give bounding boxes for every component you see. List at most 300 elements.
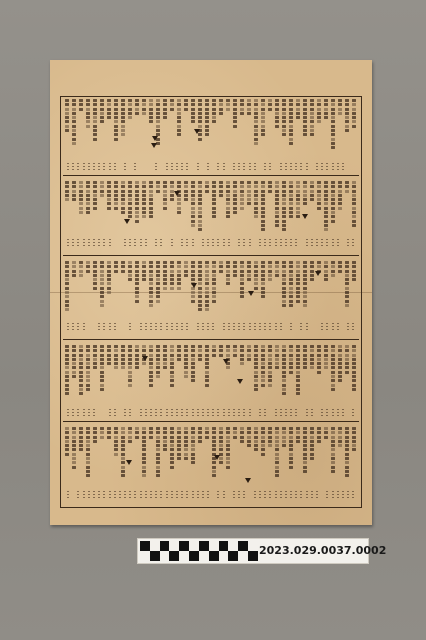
glyph-mark [156, 181, 160, 184]
glyph-mark [107, 282, 111, 285]
glyph-mark [156, 444, 160, 447]
glyph-mark [303, 116, 307, 119]
glyph-mark [121, 362, 125, 365]
glyph-mark [205, 345, 209, 348]
glyph-mark [65, 198, 69, 201]
number-glyph [306, 409, 308, 418]
glyph-mark [282, 431, 286, 434]
number-glyph [321, 239, 323, 248]
glyph-mark [233, 431, 237, 434]
number-glyph [269, 163, 271, 172]
glyph-mark [135, 366, 139, 369]
glyph-mark [170, 287, 174, 290]
glyph-mark [317, 108, 321, 111]
glyph-mark [247, 274, 251, 277]
glyph-mark [331, 202, 335, 205]
glyph-mark [107, 358, 111, 361]
glyph-mark [226, 366, 230, 369]
glyph-mark [247, 202, 251, 205]
glyph-mark [100, 300, 104, 303]
glyph-mark [177, 354, 181, 357]
text-column [86, 261, 91, 321]
glyph-mark [86, 384, 90, 387]
glyph-mark [191, 431, 195, 434]
glyph-mark [212, 181, 216, 184]
glyph-mark [79, 371, 83, 374]
glyph-mark [156, 362, 160, 365]
glyph-mark [303, 133, 307, 136]
glyph-mark [93, 349, 97, 352]
glyph-mark [310, 112, 314, 115]
text-column [310, 99, 315, 163]
glyph-mark [261, 270, 265, 273]
glyph-mark [128, 116, 132, 119]
text-column [345, 261, 350, 321]
glyph-mark [310, 431, 314, 434]
glyph-mark [289, 287, 293, 290]
glyph-mark [324, 362, 328, 365]
glyph-mark [331, 470, 335, 473]
text-column [72, 99, 77, 163]
glyph-mark [156, 261, 160, 264]
glyph-mark [121, 457, 125, 460]
glyph-mark [79, 354, 83, 357]
glyph-mark [191, 448, 195, 451]
glyph-mark [114, 99, 118, 102]
glyph-mark [184, 345, 188, 348]
text-column [310, 181, 315, 239]
glyph-mark [212, 448, 216, 451]
glyph-mark [107, 185, 111, 188]
glyph-mark [142, 112, 146, 115]
glyph-mark [282, 270, 286, 273]
text-column [79, 345, 84, 405]
glyph-mark [65, 345, 69, 348]
glyph-mark [163, 278, 167, 281]
glyph-mark [338, 371, 342, 374]
glyph-mark [135, 211, 139, 214]
glyph-mark [310, 457, 314, 460]
glyph-mark [212, 466, 216, 469]
text-column [205, 427, 210, 489]
glyph-mark [331, 375, 335, 378]
glyph-mark [65, 354, 69, 357]
glyph-mark [261, 108, 265, 111]
glyph-mark [219, 103, 223, 106]
glyph-mark [303, 198, 307, 201]
glyph-mark [121, 185, 125, 188]
number-glyph [280, 491, 282, 500]
glyph-mark [303, 300, 307, 303]
glyph-mark [184, 371, 188, 374]
text-column [268, 427, 273, 489]
glyph-mark [345, 265, 349, 268]
number-glyph [202, 323, 204, 332]
glyph-mark [254, 120, 258, 123]
glyph-mark [100, 362, 104, 365]
glyph-mark [163, 103, 167, 106]
number-glyph [150, 323, 152, 332]
glyph-mark [72, 366, 76, 369]
number-glyph [342, 491, 344, 500]
triangle-marker-icon [151, 143, 157, 148]
glyph-mark [65, 448, 69, 451]
text-column [303, 261, 308, 321]
number-glyph [150, 491, 152, 500]
glyph-mark [177, 444, 181, 447]
number-glyph [166, 409, 168, 418]
glyph-mark [128, 211, 132, 214]
text-column [226, 99, 231, 163]
glyph-mark [289, 291, 293, 294]
text-column [107, 427, 112, 489]
glyph-mark [121, 474, 125, 477]
glyph-mark [121, 354, 125, 357]
number-glyph [88, 409, 90, 418]
glyph-mark [310, 181, 314, 184]
text-column [331, 99, 336, 163]
number-glyph [280, 409, 282, 418]
glyph-mark [268, 362, 272, 365]
glyph-mark [86, 125, 90, 128]
text-column [303, 181, 308, 239]
number-glyph [259, 491, 261, 500]
glyph-mark [107, 265, 111, 268]
glyph-mark [338, 207, 342, 210]
glyph-mark [310, 436, 314, 439]
glyph-mark [72, 362, 76, 365]
glyph-mark [296, 215, 300, 218]
number-glyph [342, 163, 344, 172]
glyph-mark [289, 466, 293, 469]
glyph-mark [296, 362, 300, 365]
glyph-mark [296, 198, 300, 201]
glyph-mark [338, 265, 342, 268]
glyph-mark [191, 427, 195, 430]
glyph-mark [142, 470, 146, 473]
number-glyph [290, 163, 292, 172]
glyph-mark [352, 108, 356, 111]
number-glyph [337, 239, 339, 248]
glyph-mark [310, 274, 314, 277]
glyph-mark [128, 358, 132, 361]
glyph-mark [212, 211, 216, 214]
glyph-mark [128, 270, 132, 273]
glyph-mark [324, 99, 328, 102]
text-column [268, 261, 273, 321]
text-column [226, 181, 231, 239]
glyph-mark [135, 261, 139, 264]
text-column [352, 181, 357, 239]
number-row [67, 239, 355, 249]
glyph-mark [226, 274, 230, 277]
number-glyph [285, 409, 287, 418]
glyph-mark [352, 278, 356, 281]
glyph-mark [72, 181, 76, 184]
number-glyph [228, 323, 230, 332]
glyph-mark [93, 436, 97, 439]
glyph-mark [254, 194, 258, 197]
number-glyph [285, 491, 287, 500]
glyph-mark [114, 120, 118, 123]
glyph-mark [128, 265, 132, 268]
glyph-mark [324, 116, 328, 119]
glyph-mark [65, 291, 69, 294]
glyph-mark [79, 202, 83, 205]
glyph-mark [233, 198, 237, 201]
number-glyph [77, 409, 79, 418]
glyph-mark [226, 108, 230, 111]
glyph-mark [177, 358, 181, 361]
glyph-mark [324, 349, 328, 352]
glyph-mark [261, 120, 265, 123]
glyph-mark [72, 371, 76, 374]
glyph-mark [282, 291, 286, 294]
glyph-mark [128, 99, 132, 102]
glyph-mark [170, 354, 174, 357]
glyph-mark [345, 129, 349, 132]
glyph-mark [226, 349, 230, 352]
glyph-mark [114, 354, 118, 357]
text-column [114, 427, 119, 489]
text-column [289, 345, 294, 405]
number-glyph [217, 409, 219, 418]
glyph-mark [121, 207, 125, 210]
glyph-mark [219, 108, 223, 111]
glyph-mark [177, 261, 181, 264]
glyph-mark [331, 358, 335, 361]
glyph-mark [352, 211, 356, 214]
glyph-mark [149, 291, 153, 294]
text-column [198, 427, 203, 489]
glyph-mark [121, 358, 125, 361]
glyph-mark [261, 444, 265, 447]
glyph-mark [345, 440, 349, 443]
glyph-mark [212, 440, 216, 443]
glyph-mark [352, 120, 356, 123]
glyph-mark [345, 349, 349, 352]
glyph-mark [100, 287, 104, 290]
glyph-mark [86, 270, 90, 273]
glyph-mark [310, 358, 314, 361]
glyph-mark [149, 287, 153, 290]
glyph-mark [240, 270, 244, 273]
text-column [198, 181, 203, 239]
glyph-mark [86, 466, 90, 469]
glyph-mark [163, 282, 167, 285]
glyph-mark [254, 388, 258, 391]
glyph-mark [177, 274, 181, 277]
glyph-mark [72, 108, 76, 111]
number-glyph [290, 491, 292, 500]
glyph-mark [240, 354, 244, 357]
glyph-mark [296, 270, 300, 273]
glyph-mark [86, 185, 90, 188]
glyph-mark [156, 345, 160, 348]
glyph-mark [219, 345, 223, 348]
text-column [289, 181, 294, 239]
glyph-mark [219, 448, 223, 451]
scale-square [209, 541, 219, 551]
glyph-mark [135, 108, 139, 111]
glyph-mark [282, 345, 286, 348]
text-column [170, 345, 175, 405]
glyph-mark [93, 207, 97, 210]
glyph-mark [93, 125, 97, 128]
glyph-mark [107, 116, 111, 119]
glyph-mark [352, 354, 356, 357]
glyph-mark [163, 99, 167, 102]
number-glyph [129, 409, 131, 418]
glyph-mark [296, 211, 300, 214]
glyph-mark [289, 108, 293, 111]
glyph-mark [247, 358, 251, 361]
text-column [331, 181, 336, 239]
glyph-mark [142, 207, 146, 210]
glyph-mark [184, 108, 188, 111]
text-column [247, 345, 252, 405]
glyph-mark [296, 274, 300, 277]
glyph-mark [79, 265, 83, 268]
glyph-mark [93, 366, 97, 369]
glyph-mark [324, 345, 328, 348]
glyph-mark [114, 265, 118, 268]
glyph-mark [65, 190, 69, 193]
glyph-mark [142, 194, 146, 197]
glyph-mark [261, 194, 265, 197]
glyph-mark [100, 274, 104, 277]
glyph-mark [275, 345, 279, 348]
glyph-mark [149, 261, 153, 264]
glyph-mark [142, 431, 146, 434]
glyph-mark [261, 362, 265, 365]
glyph-mark [289, 211, 293, 214]
glyph-mark [93, 261, 97, 264]
scale-square [199, 541, 209, 551]
glyph-mark [65, 392, 69, 395]
number-glyph [88, 163, 90, 172]
glyph-mark [226, 211, 230, 214]
glyph-mark [142, 345, 146, 348]
glyph-mark [261, 112, 265, 115]
glyph-mark [191, 444, 195, 447]
text-column [170, 427, 175, 489]
number-glyph [166, 323, 168, 332]
glyph-mark [296, 108, 300, 111]
glyph-mark [135, 358, 139, 361]
glyph-mark [317, 116, 321, 119]
text-column [324, 345, 329, 405]
text-column [345, 181, 350, 239]
glyph-mark [275, 99, 279, 102]
glyph-mark [86, 190, 90, 193]
number-glyph [326, 491, 328, 500]
number-glyph [249, 239, 251, 248]
glyph-mark [177, 349, 181, 352]
section-divider [63, 421, 359, 422]
glyph-mark [324, 215, 328, 218]
number-glyph [285, 163, 287, 172]
text-column [317, 345, 322, 405]
number-glyph [197, 163, 199, 172]
glyph-mark [289, 366, 293, 369]
glyph-mark [247, 345, 251, 348]
glyph-mark [205, 108, 209, 111]
glyph-mark [65, 388, 69, 391]
glyph-mark [240, 436, 244, 439]
glyph-mark [184, 198, 188, 201]
glyph-mark [128, 198, 132, 201]
glyph-mark [345, 371, 349, 374]
glyph-mark [226, 190, 230, 193]
glyph-mark [205, 265, 209, 268]
number-glyph [181, 163, 183, 172]
glyph-mark [142, 108, 146, 111]
glyph-mark [275, 448, 279, 451]
number-glyph [306, 491, 308, 500]
glyph-mark [198, 436, 202, 439]
number-glyph [129, 323, 131, 332]
glyph-mark [114, 190, 118, 193]
glyph-mark [240, 278, 244, 281]
glyph-mark [345, 466, 349, 469]
glyph-mark [261, 431, 265, 434]
glyph-mark [261, 436, 265, 439]
text-column [219, 261, 224, 321]
glyph-mark [226, 278, 230, 281]
glyph-mark [331, 431, 335, 434]
glyph-mark [114, 366, 118, 369]
number-glyph [321, 409, 323, 418]
number-glyph [160, 491, 162, 500]
glyph-mark [156, 431, 160, 434]
glyph-mark [72, 358, 76, 361]
glyph-mark [275, 202, 279, 205]
text-column [135, 345, 140, 405]
glyph-mark [191, 371, 195, 374]
number-glyph [249, 323, 251, 332]
glyph-mark [233, 211, 237, 214]
glyph-mark [275, 215, 279, 218]
glyph-mark [107, 345, 111, 348]
glyph-mark [205, 431, 209, 434]
glyph-mark [191, 181, 195, 184]
glyph-mark [184, 194, 188, 197]
text-column [142, 181, 147, 239]
glyph-mark [156, 354, 160, 357]
glyph-mark [184, 431, 188, 434]
glyph-mark [205, 274, 209, 277]
text-column [86, 427, 91, 489]
glyph-mark [296, 112, 300, 115]
glyph-mark [100, 190, 104, 193]
scale-square [189, 551, 199, 561]
number-row [67, 409, 355, 419]
number-glyph [103, 323, 105, 332]
text-column [191, 181, 196, 239]
glyph-mark [212, 300, 216, 303]
glyph-mark [170, 274, 174, 277]
glyph-mark [261, 185, 265, 188]
number-glyph [212, 323, 214, 332]
glyph-mark [331, 384, 335, 387]
glyph-mark [282, 99, 286, 102]
glyph-mark [226, 448, 230, 451]
glyph-mark [268, 354, 272, 357]
glyph-mark [352, 431, 356, 434]
glyph-mark [296, 436, 300, 439]
glyph-mark [345, 112, 349, 115]
